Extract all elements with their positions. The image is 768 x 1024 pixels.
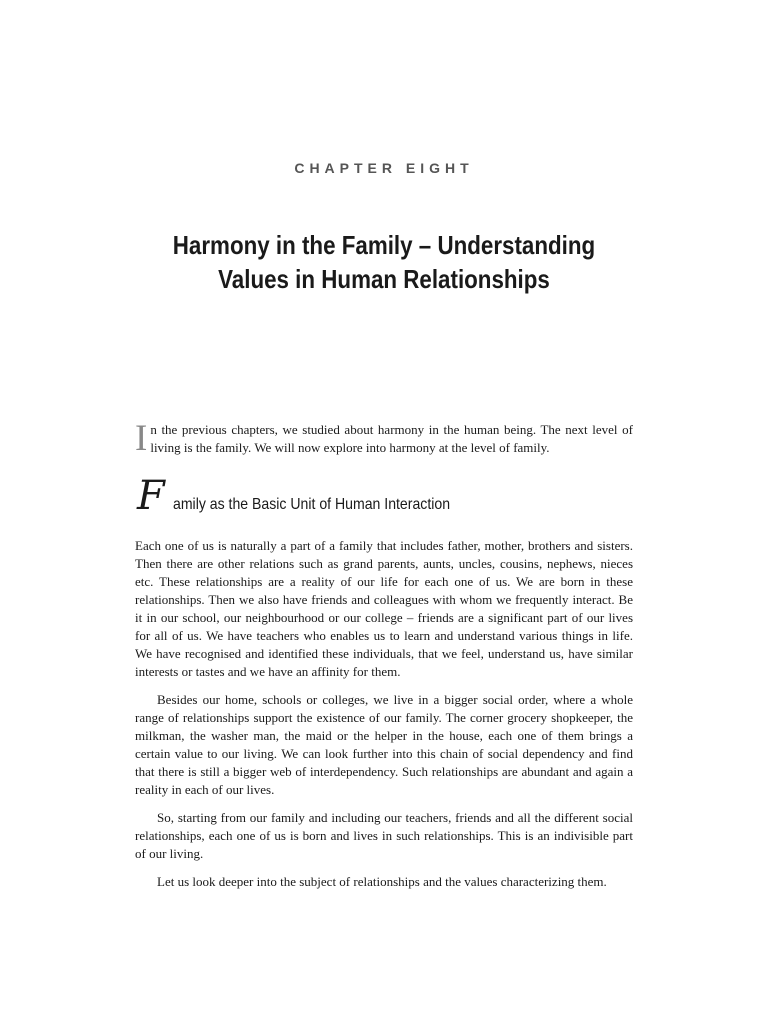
chapter-label: CHAPTER EIGHT <box>294 160 474 176</box>
section-heading-initial: F <box>137 473 163 519</box>
intro-paragraph <box>135 418 633 459</box>
intro-dropcap: I <box>135 418 148 459</box>
body-text <box>135 537 633 901</box>
paragraph-3: So, starting from our family and including our teachers, friends and all the different social relationships, each one of us is born and lives in such relationships. This is an indivisible part of our living. <box>135 810 633 861</box>
chapter-title-line-2: Values in Human Relationships <box>218 264 550 294</box>
paragraph-1: Each one of us is naturally a part of a family that includes father, mother, brothers and sisters. Then there are other relations such as grand parents, aunts, uncles, cousins, nephews, nieces etc. These relationships are a reality of our life for each one of us. We are born in these relationships. Then we also have friends and colleagues with whom we frequently interact. Be it in our school, our neighbourhood or our college – friends are a significant part of our lives for all of us. We have teachers who enables us to learn and understand various things in life. We have recognised and identified these individuals, that we feel, understand us, have similar interests or tastes and we have an affinity for them. <box>135 538 633 679</box>
paragraph-2: Besides our home, schools or colleges, we live in a bigger social order, where a whole range of relationships support the existence of our family. The corner grocery shopkeeper, the milkman, the washer man, the maid or the helper in the house, each one of them brings a certain value to our living. We can look further into this chain of social dependency and find that there is still a bigger web of interdependency. Such relationships are abundant and again a reality in each of our lives. <box>135 692 633 797</box>
section-heading-text: amily as the Basic Unit of Human Interaction <box>173 496 451 513</box>
chapter-title-line-1: Harmony in the Family – Understanding <box>172 230 596 260</box>
chapter-title <box>54 228 714 296</box>
paragraph-4: Let us look deeper into the subject of relationships and the values characterizing them. <box>157 874 607 889</box>
section-heading <box>135 473 655 519</box>
intro-text: n the previous chapters, we studied about harmony in the human being. The next level of living is the family. We will now explore into harmony at the level of family. <box>150 422 633 455</box>
